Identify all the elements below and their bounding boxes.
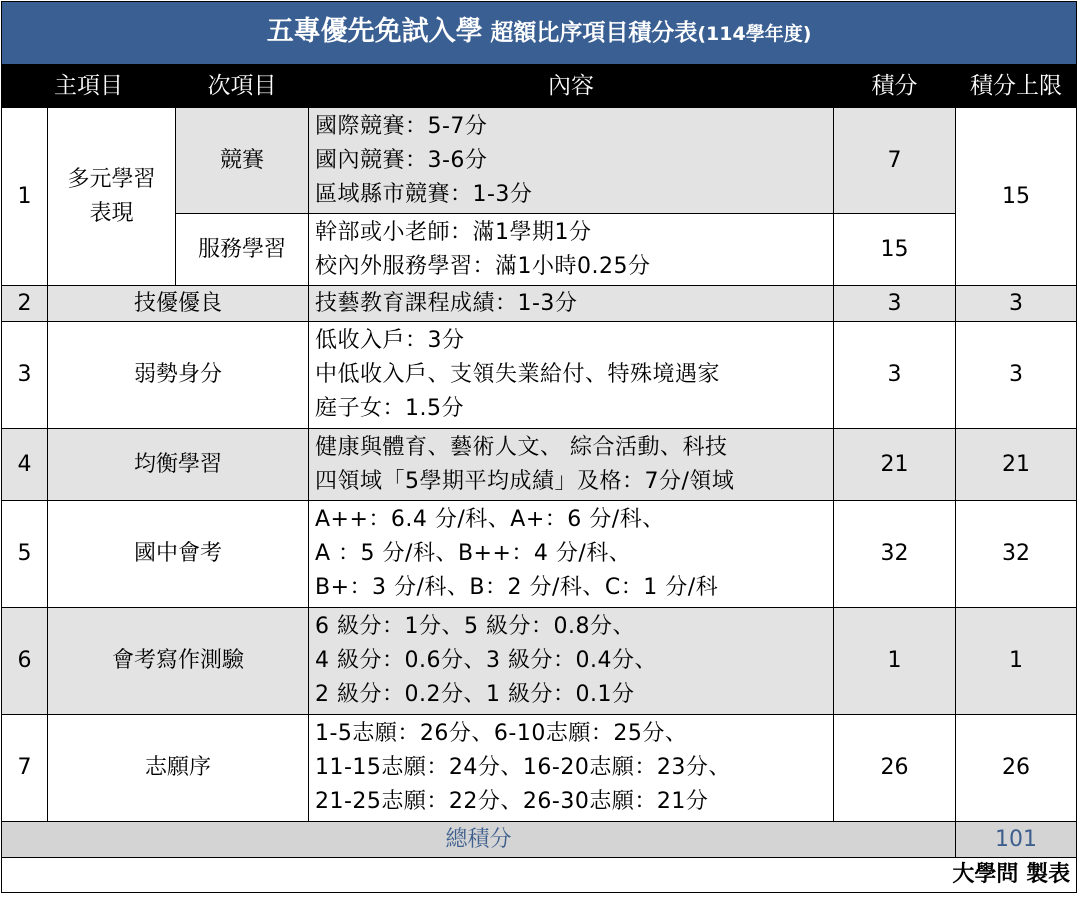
content-line: 庭子女：1.5分 bbox=[315, 396, 464, 421]
content-line: 11-15志願：24分、16-20志願：23分、 bbox=[315, 755, 731, 780]
main-item: 會考寫作測驗 bbox=[48, 608, 309, 715]
item-content bbox=[309, 286, 834, 322]
points-cap: 21 bbox=[956, 429, 1077, 501]
row-number: 2 bbox=[2, 286, 48, 322]
content-line: 1-5志願：26分、6-10志願：25分、 bbox=[315, 721, 688, 746]
points-cap: 3 bbox=[956, 322, 1077, 429]
table-row bbox=[2, 322, 1077, 429]
content-line: 2 級分：0.2分、1 級分：0.1分 bbox=[315, 682, 635, 707]
points: 26 bbox=[834, 715, 956, 822]
item-content bbox=[309, 715, 834, 822]
total-row bbox=[2, 822, 1077, 858]
content-line: 校內外服務學習：滿1小時0.25分 bbox=[315, 253, 651, 279]
main-item: 均衡學習 bbox=[48, 429, 309, 501]
item-content bbox=[309, 608, 834, 715]
table-row bbox=[2, 501, 1077, 608]
header-points: 積分 bbox=[834, 65, 956, 108]
item-content bbox=[309, 214, 834, 286]
table-row bbox=[2, 608, 1077, 715]
content-line: 技藝教育課程成績：1-3分 bbox=[315, 290, 578, 316]
score-table bbox=[1, 1, 1077, 893]
header-sub-item: 次項目 bbox=[176, 65, 309, 108]
header-cap: 積分上限 bbox=[956, 65, 1077, 108]
points-cap: 1 bbox=[956, 608, 1077, 715]
total-value: 101 bbox=[956, 822, 1077, 858]
header-row bbox=[2, 65, 1077, 108]
content-line: 低收入戶：3分 bbox=[315, 328, 465, 353]
header-content: 內容 bbox=[309, 65, 834, 108]
content-line: 區域縣市競賽：1-3分 bbox=[315, 181, 533, 207]
credit-row bbox=[2, 858, 1077, 893]
item-content bbox=[309, 108, 834, 214]
points: 32 bbox=[834, 501, 956, 608]
table-row bbox=[2, 108, 1077, 214]
content-line: A++：6.4 分/科、A+：6 分/科、 bbox=[315, 507, 665, 532]
content-line: A ：5 分/科、B++：4 分/科、 bbox=[315, 541, 632, 566]
row-number: 6 bbox=[2, 608, 48, 715]
item-content bbox=[309, 429, 834, 501]
item-content bbox=[309, 322, 834, 429]
table-row bbox=[2, 286, 1077, 322]
points: 3 bbox=[834, 286, 956, 322]
main-item: 技優優良 bbox=[48, 286, 309, 322]
main-item: 弱勢身分 bbox=[48, 322, 309, 429]
points-cap: 15 bbox=[956, 108, 1077, 286]
content-line: 國內競賽：3-6分 bbox=[315, 147, 488, 173]
points: 1 bbox=[834, 608, 956, 715]
content-line: 中低收入戶、支領失業給付、特殊境遇家 bbox=[315, 362, 721, 387]
sub-item: 服務學習 bbox=[176, 214, 309, 286]
row-number: 1 bbox=[2, 108, 48, 286]
main-item: 志願序 bbox=[48, 715, 309, 822]
credit-text: 大學問 製表 bbox=[2, 858, 1077, 893]
content-line: 4 級分：0.6分、3 級分：0.4分、 bbox=[315, 648, 657, 673]
row-number: 3 bbox=[2, 322, 48, 429]
header-main-item: 主項目 bbox=[2, 65, 176, 108]
points-cap: 3 bbox=[956, 286, 1077, 322]
row-number: 4 bbox=[2, 429, 48, 501]
points-cap: 26 bbox=[956, 715, 1077, 822]
table-row bbox=[2, 429, 1077, 501]
points: 15 bbox=[834, 214, 956, 286]
title-year: (114學年度) bbox=[697, 23, 812, 45]
content-line: 6 級分：1分、5 級分：0.8分、 bbox=[315, 614, 635, 639]
title-main: 五專優先免試入學 bbox=[266, 16, 483, 47]
content-line: 幹部或小老師：滿1學期1分 bbox=[315, 219, 592, 245]
row-number: 7 bbox=[2, 715, 48, 822]
content-line: 國際競賽：5-7分 bbox=[315, 113, 488, 139]
points: 21 bbox=[834, 429, 956, 501]
content-line: 21-25志願：22分、26-30志願：21分 bbox=[315, 789, 709, 814]
main-item: 國中會考 bbox=[48, 501, 309, 608]
points: 7 bbox=[834, 108, 956, 214]
row-number: 5 bbox=[2, 501, 48, 608]
content-line: 健康與體育、藝術人文、 綜合活動、科技 bbox=[315, 434, 728, 460]
main-item: 多元學習表現 bbox=[48, 108, 176, 286]
table-title bbox=[2, 2, 1077, 65]
content-line: B+：3 分/科、B：2 分/科、C：1 分/科 bbox=[315, 575, 719, 600]
total-label: 總積分 bbox=[2, 822, 956, 858]
item-content bbox=[309, 501, 834, 608]
points: 3 bbox=[834, 322, 956, 429]
table-row bbox=[2, 715, 1077, 822]
points-cap: 32 bbox=[956, 501, 1077, 608]
title-sub: 超額比序項目積分表 bbox=[490, 20, 698, 46]
content-line: 四領域「5學期平均成績」及格：7分/領域 bbox=[315, 468, 735, 494]
sub-item: 競賽 bbox=[176, 108, 309, 214]
